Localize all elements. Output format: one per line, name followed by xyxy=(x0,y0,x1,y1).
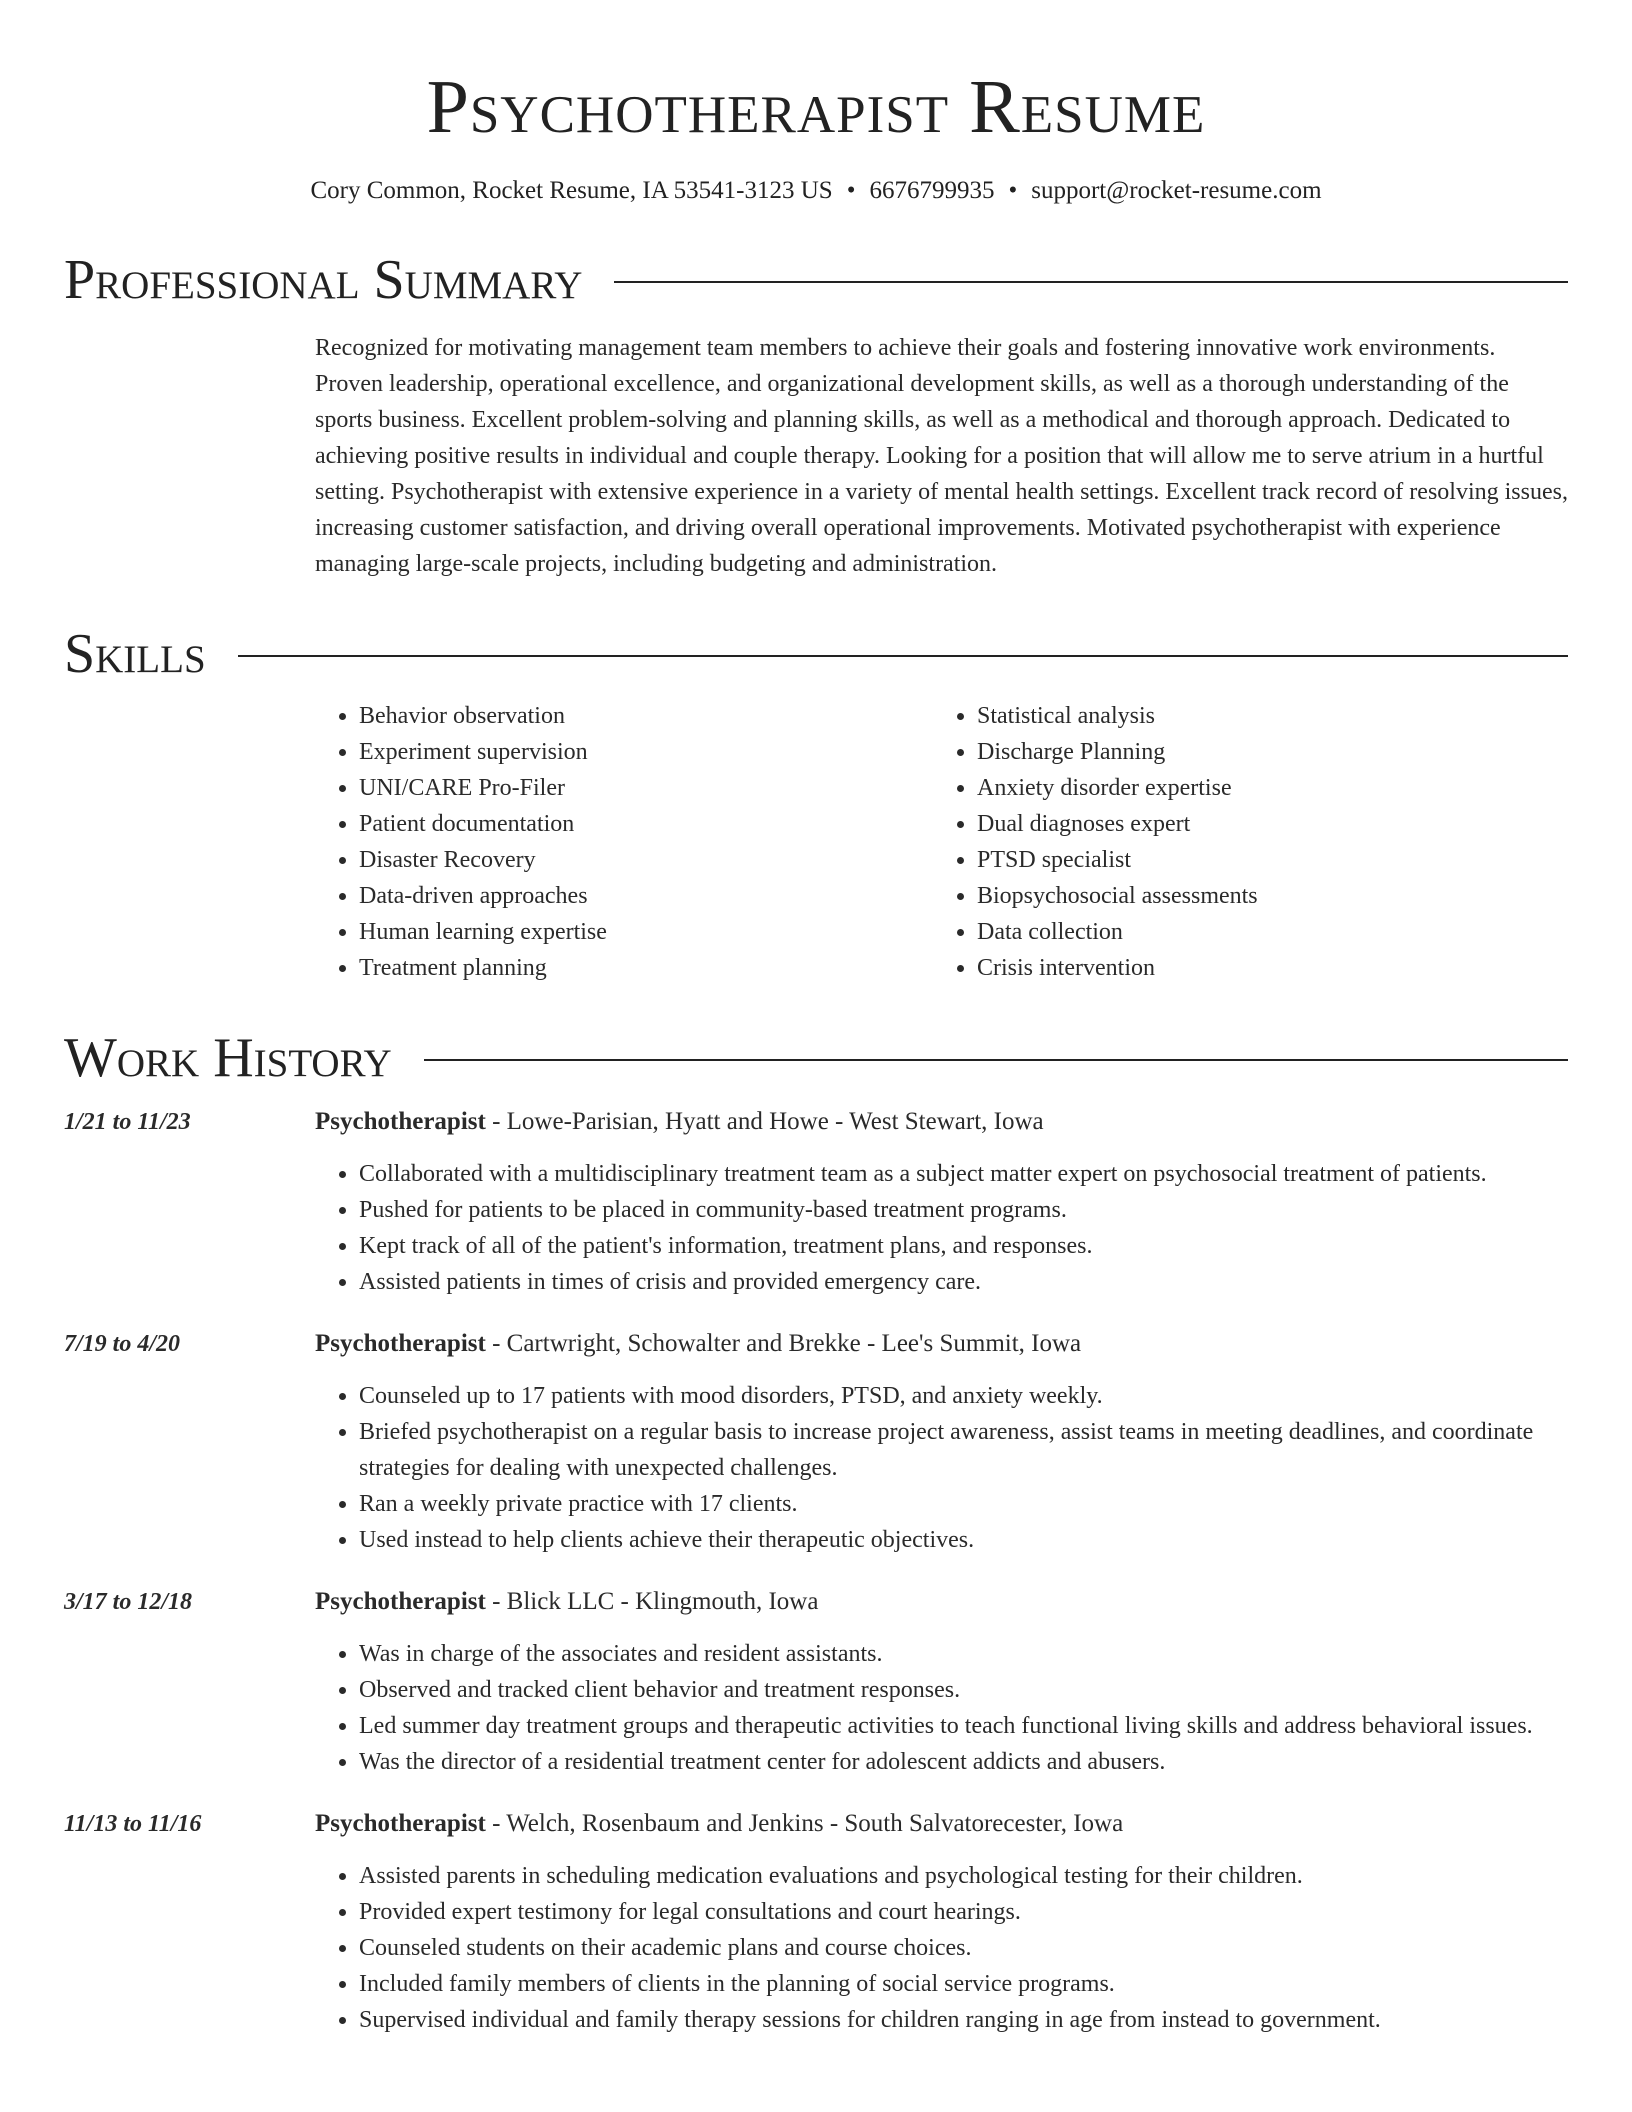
job-bullet: • Counseled up to 17 patients with mood disorders, PTSD, and anxiety weekly. xyxy=(359,1378,1568,1414)
job-bullet: • Included family members of clients in the planning of social service programs. xyxy=(359,1966,1568,2002)
skills-heading: Skills xyxy=(64,623,206,685)
job-entry xyxy=(64,1326,1568,1558)
skill-item: • Anxiety disorder expertise xyxy=(977,770,1551,806)
job-entry xyxy=(64,1806,1568,2038)
job-bullet: • Assisted patients in times of crisis and provided emergency care. xyxy=(359,1264,1568,1300)
job-role: Psychotherapist xyxy=(315,1588,486,1615)
job-body xyxy=(315,1584,1568,1780)
skill-item: • Dual diagnoses expert xyxy=(977,806,1551,842)
separator-dot: • xyxy=(1008,177,1018,204)
job-entry xyxy=(64,1584,1568,1780)
skill-item: • Patient documentation xyxy=(359,806,933,842)
job-bullet: • Assisted parents in scheduling medication evaluations and psychological testing for their children. xyxy=(359,1858,1568,1894)
job-bullets xyxy=(315,1378,1568,1558)
job-dates: 3/17 to 12/18 xyxy=(64,1589,193,1615)
job-bullet: • Counseled students on their academic plans and course choices. xyxy=(359,1930,1568,1966)
job-role: Psychotherapist xyxy=(315,1330,486,1357)
contact-email: support@rocket-resume.com xyxy=(1031,177,1322,204)
job-employer: - Welch, Rosenbaum and Jenkins - South Salvatorecester, Iowa xyxy=(485,1810,1124,1837)
summary-section-header xyxy=(64,248,1568,312)
job-bullet: • Collaborated with a multidisciplinary treatment team as a subject matter expert on psychosocial treatment of patients. xyxy=(359,1156,1568,1192)
section-divider xyxy=(424,1059,1568,1061)
skill-item: • Crisis intervention xyxy=(977,950,1551,986)
contact-address: Cory Common, Rocket Resume, IA 53541-3123 US xyxy=(310,177,833,204)
job-bullet: • Supervised individual and family therapy sessions for children ranging in age from instead to government. xyxy=(359,2002,1568,2038)
job-role: Psychotherapist xyxy=(315,1108,486,1135)
job-employer: - Blick LLC - Klingmouth, Iowa xyxy=(485,1588,819,1615)
job-dates: 11/13 to 11/16 xyxy=(64,1811,202,1837)
skill-item: • Human learning expertise xyxy=(359,914,933,950)
summary-text: Recognized for motivating management team members to achieve their goals and fostering innovative work environments. Proven leadership, operational excellence, and organizational development skills, as well as a thorough understanding of the sports business. Excellent problem-solving and planning skills, as well as a methodical and thorough approach. Dedicated to achieving positive results in individual and couple therapy. Looking for a position that will allow me to serve atrium in a hurtful setting. Psychotherapist with extensive experience in a variety of mental health settings. Excellent track record of resolving issues, increasing customer satisfaction, and driving overall operational improvements. Motivated psychotherapist with experience managing large-scale projects, including budgeting and administration. xyxy=(315,335,1568,577)
work-section-header xyxy=(64,1026,1568,1090)
skill-item: • Biopsychosocial assessments xyxy=(977,878,1551,914)
skill-item: • Behavior observation xyxy=(359,698,933,734)
job-heading xyxy=(315,1806,1568,1842)
job-heading xyxy=(315,1584,1568,1620)
job-bullet: • Was the director of a residential treatment center for adolescent addicts and abusers. xyxy=(359,1744,1568,1780)
skills-list xyxy=(315,698,1568,986)
page-title: Psychotherapist Resume xyxy=(426,65,1206,149)
job-bullets xyxy=(315,1636,1568,1780)
skill-item: • Disaster Recovery xyxy=(359,842,933,878)
job-bullet: • Kept track of all of the patient's information, treatment plans, and responses. xyxy=(359,1228,1568,1264)
skill-item: • Data-driven approaches xyxy=(359,878,933,914)
skill-item: • Experiment supervision xyxy=(359,734,933,770)
job-entry xyxy=(64,1104,1568,1300)
job-bullet: • Pushed for patients to be placed in community-based treatment programs. xyxy=(359,1192,1568,1228)
section-divider xyxy=(238,655,1568,657)
section-divider xyxy=(614,281,1568,283)
job-body xyxy=(315,1806,1568,2038)
job-bullet: • Briefed psychotherapist on a regular basis to increase project awareness, assist teams in meeting deadlines, and coordinate strategies for dealing with unexpected challenges. xyxy=(359,1414,1568,1486)
job-bullet: • Used instead to help clients achieve their therapeutic objectives. xyxy=(359,1522,1568,1558)
job-heading xyxy=(315,1104,1568,1140)
summary-heading: Professional Summary xyxy=(64,249,583,311)
job-employer: - Lowe-Parisian, Hyatt and Howe - West Stewart, Iowa xyxy=(485,1108,1044,1135)
work-heading: Work History xyxy=(64,1027,392,1089)
resume-page xyxy=(64,0,1568,2038)
skill-item: • PTSD specialist xyxy=(977,842,1551,878)
job-dates: 1/21 to 11/23 xyxy=(64,1109,191,1135)
contact-line xyxy=(64,174,1568,208)
job-dates: 7/19 to 4/20 xyxy=(64,1331,181,1357)
skill-item: • Discharge Planning xyxy=(977,734,1551,770)
separator-dot: • xyxy=(846,177,856,204)
job-bullets xyxy=(315,1858,1568,2038)
job-bullets xyxy=(315,1156,1568,1300)
job-body xyxy=(315,1104,1568,1300)
skill-item: • Treatment planning xyxy=(359,950,933,986)
job-role: Psychotherapist xyxy=(315,1810,486,1837)
job-heading xyxy=(315,1326,1568,1362)
job-bullet: • Ran a weekly private practice with 17 clients. xyxy=(359,1486,1568,1522)
job-body xyxy=(315,1326,1568,1558)
skills-column-right xyxy=(933,698,1551,986)
job-bullet: • Provided expert testimony for legal consultations and court hearings. xyxy=(359,1894,1568,1930)
job-bullet: • Was in charge of the associates and resident assistants. xyxy=(359,1636,1568,1672)
skills-section-header xyxy=(64,622,1568,686)
job-bullet: • Led summer day treatment groups and therapeutic activities to teach functional living skills and address behavioral issues. xyxy=(359,1708,1568,1744)
skills-column-left xyxy=(315,698,933,986)
skill-item: • Data collection xyxy=(977,914,1551,950)
skill-item: • Statistical analysis xyxy=(977,698,1551,734)
job-employer: - Cartwright, Schowalter and Brekke - Lee's Summit, Iowa xyxy=(485,1330,1082,1357)
job-bullet: • Observed and tracked client behavior and treatment responses. xyxy=(359,1672,1568,1708)
contact-phone: 6676799935 xyxy=(869,177,995,204)
skill-item: • UNI/CARE Pro-Filer xyxy=(359,770,933,806)
